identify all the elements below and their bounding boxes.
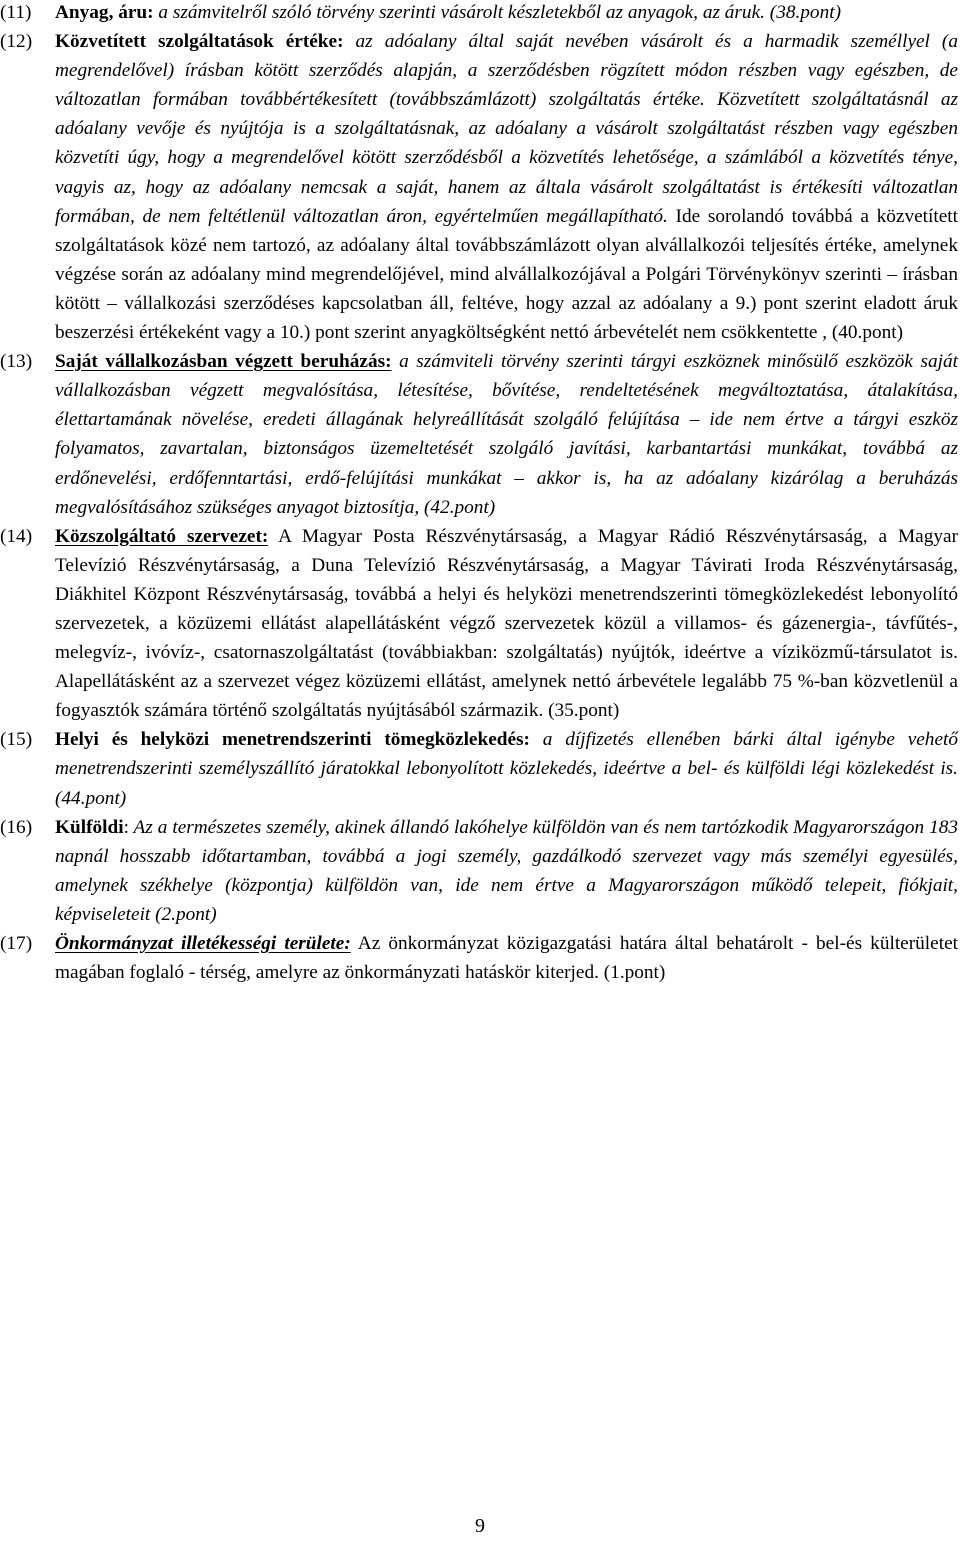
definition-number: (15)	[0, 729, 33, 751]
definition-number: (13)	[0, 351, 33, 373]
definition-number: (17)	[0, 933, 33, 954]
definition-body-italic: a számvitelről szóló törvény szerinti vásárolt készletekből az anyagok, az áruk. (38.pont)	[153, 2, 841, 23]
definition-14	[0, 522, 958, 726]
definition-text	[55, 813, 958, 929]
definition-number: (12)	[0, 31, 33, 53]
definition-text	[55, 27, 958, 347]
definition-body-roman: A Magyar Posta Részvénytársaság, a Magyar Rádió Részvénytársaság, a Magyar Televízió Részvénytársaság, a Duna Televízió Részvénytársaság, a Magyar Távirati Iroda Részvénytársaság, Diákhitel Központ Részvénytársaság, továbbá a helyi és helyközi menetrendszerinti tömegközlekedést lebonyolító szervezetek, a közüzemi ellátást alapellátásként végző szervezetek közül a villamos- és gázenergia-, távfűtés-, melegvíz-, ivóvíz-, csatornaszolgáltatást (továbbiakban: szolgáltatás) nyújtók, ideértve a víziközmű-társulatot is. Alapellátásként az a szervezet végez közüzemi ellátást, amelynek nettó árbevétele legalább 75 %-ban közvetlenül a fogyasztók számára történő szolgáltatás nyújtásából származik. (35.pont)	[55, 525, 958, 722]
definition-term: Önkormányzat illetékességi területe:	[55, 933, 351, 954]
definition-term: Közvetített szolgáltatások értéke:	[55, 31, 344, 53]
page-number: 9	[475, 1515, 485, 1537]
definition-11	[0, 0, 958, 27]
definition-body-italic: a díjfizetés ellenében bárki által igénybe vehető menetrendszerinti személyszállító járatokkal lebonyolított közlekedés, ideértve a bel- és külföldi légi közlekedést is. (44.pont)	[55, 729, 958, 809]
definition-term: Közszolgáltató szervezet:	[55, 525, 269, 547]
definition-12	[0, 27, 958, 347]
definition-term: Külföldi	[55, 816, 124, 838]
definition-text	[55, 725, 958, 812]
definition-number: (14)	[0, 525, 33, 547]
definition-term: Anyag, áru:	[55, 2, 154, 23]
definition-body-italic-continued: Közvetített szolgáltatásnál az adóalany vevője és nyújtója is a szolgáltatásnak, az adóalany a vásárolt szolgáltatást részben vagy egészben közvetíti úgy, hogy a megrendelővel kötött szerződésből a közvetítés lehetősége, a számlából a közvetítés ténye, vagyis az, hogy az adóalany nemcsak a saját, hanem az általa vásárolt szolgáltatást is értékesíti változatlan formában, de nem feltétlenül változatlan áron, egyértelműen megállapítható.	[55, 89, 958, 227]
definition-text	[55, 522, 958, 726]
definition-body-italic: a számviteli törvény szerinti tárgyi eszköznek minősülő eszközök saját vállalkozásban végzett megvalósítása, létesítése, bővítése, rendeltetésének megváltoztatása, átalakítása, élettartamának növelése, eredeti állagának helyreállítását szolgáló felújítása – ide nem értve a tárgyi eszköz folyamatos, zavartalan, biztonságos üzemeltetését szolgáló javítási, karbantartási munkákat, továbbá az erdőnevelési, erdőfenntartási, erdő-felújítási munkákat – akkor is, ha az adóalany kizárólag a beruházás megvalósításához szükséges anyagot biztosítja, (42.pont)	[55, 351, 958, 518]
definition-body-roman: Ide sorolandó továbbá a közvetített szolgáltatások közé nem tartozó, az adóalany által továbbszámlázott olyan alvállalkozói teljesítés értéke, amelynek végzése során az adóalany mind megrendelőjével, mind alvállalkozójával a Polgári Törvénykönyv szerinti – írásban kötött – vállalkozási szerződéses kapcsolatban áll, feltéve, hogy azzal az adóalany a 9.) pont szerint eladott áruk beszerzési értékeként vagy a 10.) pont szerint anyagköltségként nettó árbevételét nem csökkentette , (40.pont)	[55, 205, 958, 344]
definition-body-roman: Az önkormányzat közigazgatási határa által behatárolt - bel-és külterületet magában foglaló - térség, amelyre az önkormányzati hatáskör kiterjed. (1.pont)	[55, 933, 958, 984]
definition-16	[0, 813, 958, 929]
definition-number: (16)	[0, 816, 33, 838]
definition-body-italic: Az a természetes személy, akinek állandó lakóhelye külföldön van és nem tartózkodik Magyarországon 183 napnál hosszabb időtartamban, továbbá a jogi személy, gazdálkodó szervezet vagy más személyi egyesülés, amelynek székhelye (központja) külföldön van, ide nem értve a Magyarországon működő telepeit, fiókjait, képviseleteit (2.pont)	[55, 816, 958, 925]
definition-text	[55, 0, 958, 27]
definition-13	[0, 347, 958, 522]
definition-body-italic: az adóalany által saját nevében vásárolt és a harmadik személlyel (a megrendelővel) írásban kötött szerződés alapján, a szerződésben rögzített módon részben vagy egészben, de változatlan formában továbbértékesített (továbbszámlázott) szolgáltatás értéke.	[55, 31, 958, 111]
definition-17	[0, 929, 958, 987]
definition-text	[55, 347, 958, 522]
definition-text	[55, 929, 958, 987]
definition-number: (11)	[0, 2, 32, 23]
definition-15	[0, 725, 958, 812]
definition-term: Saját vállalkozásban végzett beruházás:	[55, 351, 392, 373]
definition-term: Helyi és helyközi menetrendszerinti tömegközlekedés:	[55, 729, 530, 751]
definition-term-suffix: :	[123, 816, 129, 838]
